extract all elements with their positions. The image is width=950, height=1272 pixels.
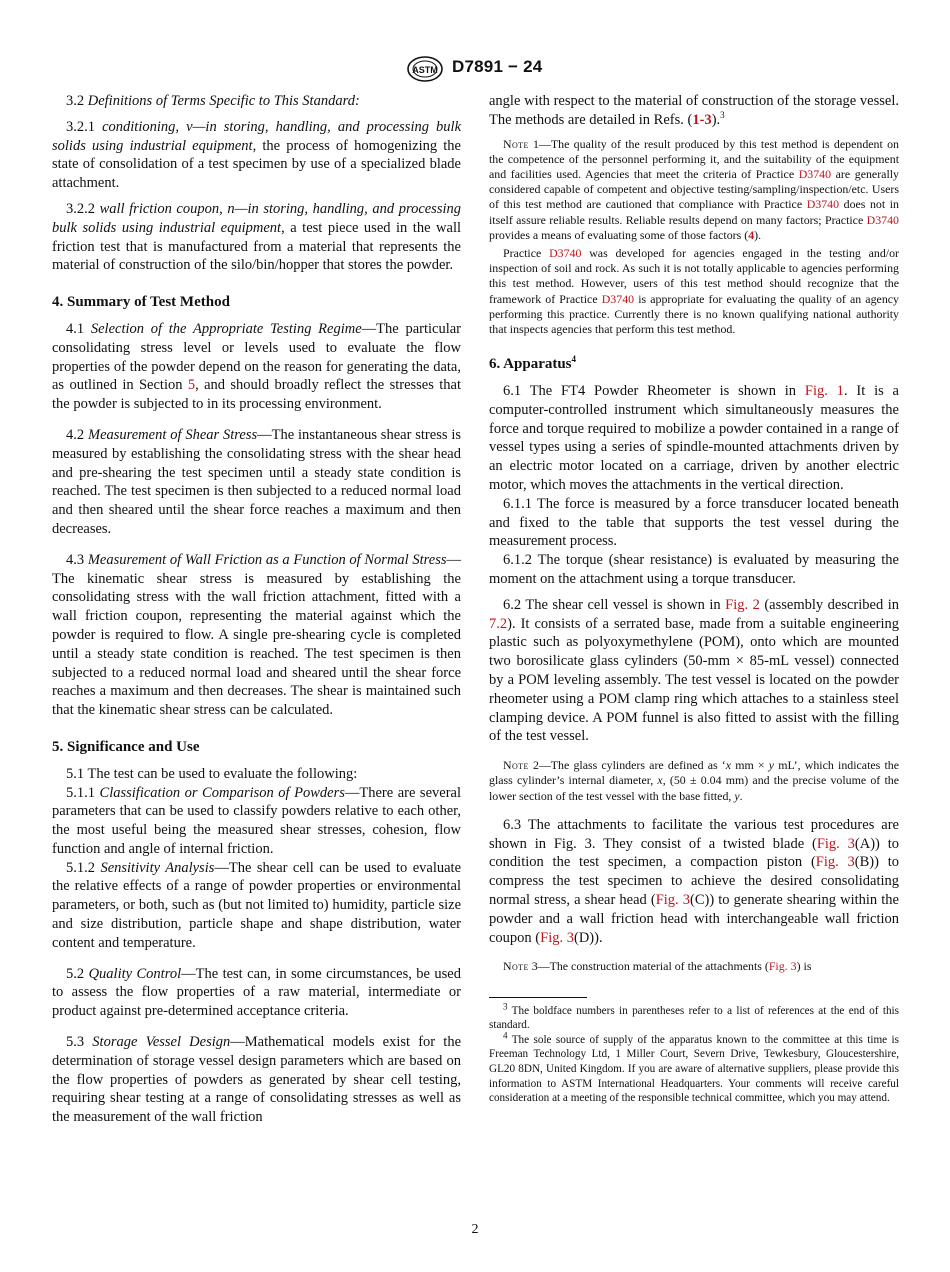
section-6-2: 6.2 The shear cell vessel is shown in Fig. 2 (assembly described in 7.2). It consists of a serrated base, made from a suitable engineering plastic such as polyoxymethylene (POM), onto which are mounted two borosilicate glass cylinders (50-mm × 85-mL vessel) connected by a POM leveling assembly. The test vessel is located on the powder rheometer using a POM clamp ring which attaches to a stainless steel clamping device. A POM funnel is also fitted to assist with the filling of the test vessel. [489, 596, 899, 745]
link-d3740[interactable]: D3740 [601, 291, 635, 306]
footnote-3: $^3$ The boldface numbers in parentheses refer to a list of references at the end of this standard. [489, 1000, 899, 1032]
footnote-ref-4[interactable]: 4 [571, 354, 577, 365]
note-1-continued: Practice D3740 was developed for agencies engaged in the testing and/or inspection of soil and rock. As such it is not totally applicable to agencies performing this test method. However, users of this test method should recognize that the framework of Practice D3740 is appropriate for evaluating the quality of an agency performing this practice. Currently there is no known qualifying national authority that inspects agencies that perform this test method. [489, 246, 899, 337]
right-column [489, 92, 899, 1106]
note-1: Note 1—The quality of the result produced by this test method is dependent on the competence of the personnel performing it, and the suitability of the equipment and facilities used. Agencies that meet the criteria of Practice D3740 are generally considered capable of competent and objective testing/sampling/inspection/etc. Users of this test method are cautioned that compliance with Practice D3740 does not in itself assure reliable results. Reliable results depend on many factors; Practice D3740 provides a means of evaluating some of those factors (4). [489, 136, 899, 242]
footnote-divider [489, 997, 587, 998]
note-2: Note 2—The glass cylinders are defined as ‘x mm × y mL’, which indicates the glass cylinder’s internal diameter, x, (50 ± 0.04 mm) and the precise volume of the lower section of the test vessel with the base fitted, y. [489, 758, 899, 803]
link-fig-1[interactable]: Fig. 1 [804, 383, 844, 400]
section-5-1-1: 5.1.1 Classification or Comparison of Powders—There are several parameters that can be used to classify powders relative to each other, the most useful being the measured shear stresses, cohesion, flow function and angle of internal friction. [52, 784, 461, 857]
link-section-7-2[interactable]: 7.2 [489, 615, 508, 632]
section-6-1: 6.1 The FT4 Powder Rheometer is shown in Fig. 1. It is a computer-controlled instrument which simultaneously measures the force and torque required to mobilize a powder contained in a range of vessel types using a series of spindle-mounted attachments driven by an electric motor located on a carriage, driven by another electric motor, which moves the attachments in the vertical direction. [489, 383, 899, 494]
link-fig-3[interactable]: Fig. 3 [815, 854, 855, 871]
footnote-4: $^4$ The sole source of supply of the apparatus known to the committee at this time is Freeman Technology Ltd, 1 Miller Court, Severn Drive, Tewkesbury, Gloucestershire, GL20 8DN, United Kingdom. If you are aware of alternative suppliers, please provide this information to ASTM International Headquarters. Your comments will receive careful consideration at a meeting of the responsible technical committee, which you may attend. [489, 1030, 899, 1105]
link-fig-3[interactable]: Fig. 3 [655, 891, 691, 908]
note-3: Note 3—The construction material of the attachments (Fig. 3) is [503, 959, 812, 974]
left-column [52, 92, 461, 1127]
section-5-1: 5.1 The test can be used to evaluate the following: [66, 765, 358, 782]
astm-logo [407, 56, 443, 82]
section-5-3-continued: angle with respect to the material of construction of the storage vessel. The methods are detailed in Refs. (1-3).$^3$ [489, 93, 899, 128]
link-fig-3[interactable]: Fig. 3 [816, 835, 855, 852]
section-4-2: 4.2 Measurement of Shear Stress—The instantaneous shear stress is measured by establishing the consolidating stress with the shear head and pre-shearing the test specimen until a steady state condition is reached. The test specimen is then subjected to a reduced normal load and then sheared until the shear force reaches a maximum and then decreases. [52, 426, 461, 537]
section-5-1-2: 5.1.2 Sensitivity Analysis—The shear cell can be used to evaluate the relative effects of a range of powder properties or environmental parameters, or both, such as (but not limited to) humidity, particle size and size distribution, particle shape and shape distribution, water content and temperature. [52, 859, 462, 951]
link-d3740[interactable]: D3740 [806, 197, 840, 212]
section-5-3: 5.3 Storage Vessel Design—Mathematical models exist for the determination of storage vessel design parameters which are based on the flow properties of powders as generated by shear cell testing, requiring shear testing at a range of consolidating stresses as well as the measurement of the wall friction [52, 1034, 462, 1126]
link-refs-1-3[interactable]: 1-3 [692, 111, 712, 128]
section-6-1-2: 6.1.2 The torque (shear resistance) is evaluated by measuring the moment on the attachment using a torque transducer. [489, 552, 899, 587]
page-number: 2 [471, 1222, 479, 1237]
link-d3740[interactable]: D3740 [549, 246, 582, 261]
heading-section-6: 6. Apparatus$^4$ [489, 354, 577, 373]
heading-section-5: 5. Significance and Use [52, 738, 200, 755]
section-3-2-2: 3.2.2 wall friction coupon, n—in storing, handling, and processing bulk solids using industrial equipment, a test piece used in the wall friction test that is manufactured from a material that represents the material of construction of the silo/bin/hopper that stores the powder. [52, 200, 462, 274]
section-4-1: 4.1 Selection of the Appropriate Testing Regime—The particular consolidating stress level or levels used to evaluate the flow properties of the powder depend on the reason for generating the data, as outlined in Section 5, and should broadly reflect the stresses that the powder is subjected to in its processing environment. [52, 320, 462, 413]
link-fig-3[interactable]: Fig. 3 [768, 959, 797, 974]
document-id: D7891 − 24 [452, 57, 543, 76]
section-6-3: 6.3 The attachments to facilitate the various test procedures are shown in Fig. 3. They consist of a twisted blade (Fig. 3(A)) to condition the test specimen, a compaction piston (Fig. 3(B)) to compress the test specimen to achieve the desired consolidating normal stress, a shear head (Fig. 3(C)) to generate shearing within the powder and a wall friction head with interchangeable wall friction coupon (Fig. 3(D)). [489, 816, 900, 946]
link-fig-3[interactable]: Fig. 3 [540, 929, 574, 946]
link-d3740[interactable]: D3740 [798, 167, 832, 181]
link-d3740[interactable]: D3740 [866, 212, 899, 227]
section-6-1-1: 6.1.1 The force is measured by a force transducer located beneath and fixed to the table that supports the test vessel during the measurement process. [489, 495, 899, 550]
section-4-3: 4.3 Measurement of Wall Friction as a Function of Normal Stress—The kinematic shear stress is measured by establishing the consolidating stress with the wall friction attachment, fitted with a wall friction coupon, representing the material against which the powder is required to flow. A single pre-shearing cycle is completed until a steady state condition is reached. The test specimen is then subjected to a reduced normal load and sheared until the shear force reaches a maximum and then decreases. The shear is maintained such that the kinematic shear stress can be calculated. [52, 551, 462, 719]
heading-section-4: 4. Summary of Test Method [52, 294, 230, 311]
section-3-2: 3.2 Definitions of Terms Specific to This Standard: [66, 93, 360, 109]
section-3-2-1: 3.2.1 conditioning, v—in storing, handling, and processing bulk solids using industrial equipment, the process of homogenizing the state of consolidation of a test specimen by use of a specialized blade attachment. [52, 118, 462, 192]
svg-text:ASTM: ASTM [412, 65, 438, 75]
page-header [0, 56, 950, 84]
link-ref-4[interactable]: 4 [748, 227, 755, 242]
link-section-5[interactable]: 5 [187, 377, 196, 394]
link-fig-2[interactable]: Fig. 2 [725, 596, 760, 613]
section-5-2: 5.2 Quality Control—The test can, in some circumstances, be used to assess the flow properties of a raw material, intermediate or product against pre-determined acceptance criteria. [52, 965, 461, 1020]
footnote-ref-3[interactable]: 3 [720, 109, 725, 120]
